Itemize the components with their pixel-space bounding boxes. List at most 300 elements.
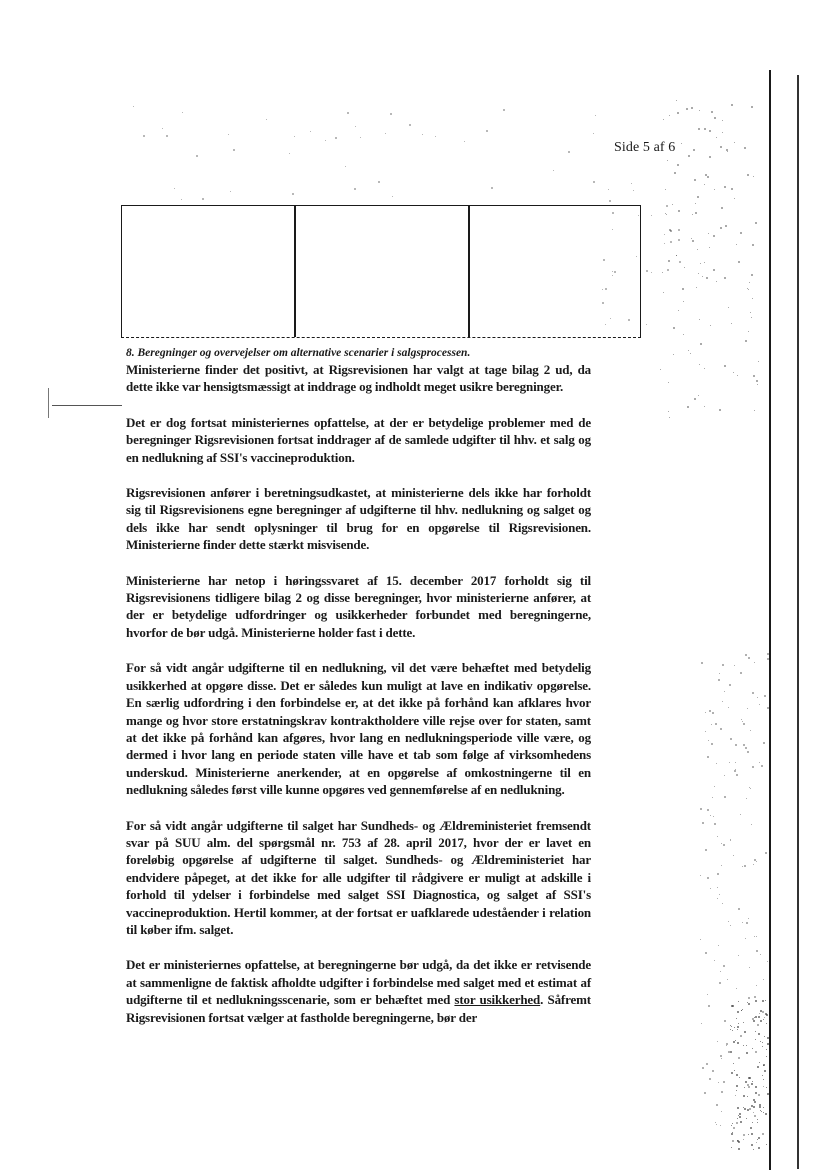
scan-speck xyxy=(737,375,738,376)
scan-speck xyxy=(196,155,198,157)
scan-speck xyxy=(755,1051,757,1053)
scan-speck xyxy=(745,938,746,939)
scan-speck xyxy=(694,179,696,181)
scan-speck xyxy=(716,1124,717,1125)
scan-speck xyxy=(757,384,758,385)
scan-speck xyxy=(724,186,726,188)
scan-speck xyxy=(757,1139,758,1140)
scan-speck xyxy=(721,843,722,844)
scan-speck xyxy=(721,207,723,209)
scan-speck xyxy=(753,864,754,865)
scan-speck xyxy=(725,225,727,227)
scan-speck xyxy=(691,238,692,239)
scan-speck xyxy=(740,814,741,815)
scan-speck xyxy=(717,836,718,837)
scan-speck xyxy=(721,1091,723,1093)
scan-speck xyxy=(744,865,746,867)
scan-speck xyxy=(762,1042,763,1043)
scan-speck xyxy=(603,259,605,261)
scan-speck xyxy=(228,134,229,135)
scan-speck xyxy=(392,196,393,197)
scan-speck xyxy=(763,1079,764,1080)
scan-speck xyxy=(731,1072,733,1074)
scan-speck xyxy=(737,1107,739,1109)
scan-speck xyxy=(738,1148,740,1150)
scan-speck xyxy=(742,721,743,722)
scan-speck xyxy=(325,140,326,141)
scan-speck xyxy=(704,406,705,407)
scan-speck xyxy=(631,183,632,184)
scan-speck xyxy=(668,382,669,383)
scan-speck xyxy=(764,1070,766,1072)
scan-speck xyxy=(694,398,696,400)
scan-speck xyxy=(758,1094,760,1096)
scan-speck xyxy=(593,133,594,134)
scan-speck xyxy=(724,277,726,279)
paragraph-text: Det er ministeriernes opfattelse, at beregningerne bør udgå, da det ikke er retvisende at sammenligne de faktisk afholdte udgifter i forbindelse med salget med et estimat af udgifterne til et nedlukningsscenarie, som er behæftet med xyxy=(126,957,591,1008)
scan-speck xyxy=(758,1033,760,1035)
scan-speck xyxy=(713,816,714,817)
paragraph: For så vidt angår udgifterne til en nedlukning, vil det være behæftet med betydelig usikkerhed at opgøre disse. Det er således kun muligt at lave en indikativ opgørelse. En særlig udfordring i den forbindelse er, at det ikke på forhånd kan afklares hvor mange og hvor store erstatningskrav kontraktholdere ville rejse over for staten, samt at det ikke på forhånd kan afgøres, hvor lang en nedlukningsperiode ville være, og dermed i hvor lang en periode staten ville have et tab som følge af virksomhedens underskud. Ministerierne anerkender, at en opgørelse af omkostningerne til en nedlukning således først ville kunne opgøres ved gennemførelse af en nedlukning. xyxy=(126,660,591,798)
scan-speck xyxy=(737,1042,739,1044)
scan-speck xyxy=(740,1121,742,1123)
scan-speck xyxy=(716,763,717,764)
scan-speck xyxy=(752,1048,753,1049)
paragraph-last xyxy=(126,956,591,1026)
scan-speck xyxy=(711,111,713,113)
scan-margin-mark xyxy=(48,388,49,418)
scan-speck xyxy=(707,176,709,178)
scan-speck xyxy=(692,240,694,242)
scan-speck xyxy=(335,137,337,139)
scan-margin-mark xyxy=(52,405,122,406)
scan-speck xyxy=(702,1067,704,1069)
scan-speck xyxy=(695,203,696,204)
scan-speck xyxy=(345,166,346,167)
scan-speck xyxy=(748,331,749,332)
scan-speck xyxy=(712,712,714,714)
scan-speck xyxy=(718,679,720,681)
scan-speck xyxy=(755,1016,757,1018)
scan-speck xyxy=(230,191,231,192)
scan-speck xyxy=(759,1013,760,1014)
scan-speck xyxy=(749,282,750,283)
scan-speck xyxy=(289,153,290,154)
scan-speck xyxy=(716,137,717,138)
scan-speck xyxy=(748,1134,749,1135)
scan-speck xyxy=(749,967,750,968)
paragraph: Ministerierne har netop i høringssvaret af 15. december 2017 forholdt sig til Rigsrevisionens tidligere bilag 2 og disse beregninger, hvor ministerierne anfører, at der er betydelige udfordringer og usikkerheder forbundet med beregningerne, hvorfor de bør udgå. Ministerierne holder fast i dette. xyxy=(126,572,591,640)
scan-speck xyxy=(708,233,709,234)
scan-speck xyxy=(747,1096,748,1097)
scan-speck xyxy=(651,215,652,216)
scan-speck xyxy=(763,979,764,980)
scan-speck xyxy=(678,210,680,212)
scan-speck xyxy=(720,146,722,148)
scan-speck xyxy=(767,653,769,655)
scan-speck xyxy=(736,774,738,776)
scan-speck xyxy=(751,1133,753,1135)
scan-speck xyxy=(747,708,748,709)
scan-speck xyxy=(709,130,711,132)
scan-speck xyxy=(767,1093,769,1095)
scan-speck xyxy=(704,128,706,130)
scan-speck xyxy=(674,172,676,174)
scan-speck xyxy=(754,996,756,998)
scan-speck xyxy=(700,875,701,876)
scan-speck xyxy=(735,762,736,763)
scan-speck xyxy=(722,701,723,702)
scan-speck xyxy=(748,289,749,290)
scan-speck xyxy=(721,1058,722,1059)
scan-speck xyxy=(708,1005,710,1007)
scan-speck xyxy=(734,1070,735,1071)
scan-speck xyxy=(722,120,723,121)
scan-speck xyxy=(705,849,707,851)
scan-speck xyxy=(738,1057,740,1059)
scan-speck xyxy=(733,855,734,856)
scan-speck xyxy=(757,1024,759,1026)
scan-speck xyxy=(718,1082,719,1083)
scan-speck xyxy=(733,1041,735,1043)
scan-speck xyxy=(752,298,753,299)
scan-speck xyxy=(638,215,639,216)
scan-speck xyxy=(733,1063,734,1064)
scan-speck xyxy=(669,115,670,116)
scan-speck xyxy=(766,1144,767,1145)
scan-speck xyxy=(746,1052,748,1054)
scan-speck xyxy=(660,369,661,370)
scan-speck xyxy=(693,149,695,151)
scan-speck xyxy=(743,1134,745,1136)
scan-speck xyxy=(720,971,721,972)
scan-speck xyxy=(699,364,700,365)
scan-speck xyxy=(755,1000,757,1002)
scan-speck xyxy=(753,1112,754,1113)
scan-speck xyxy=(718,945,719,946)
scan-speck xyxy=(759,1106,761,1108)
scan-speck xyxy=(754,936,755,937)
scan-speck xyxy=(717,898,718,899)
empty-table xyxy=(121,205,641,338)
scan-speck xyxy=(435,136,436,137)
scan-speck xyxy=(724,775,725,776)
scan-speck xyxy=(733,372,734,373)
scan-speck xyxy=(712,1070,714,1072)
scan-speck xyxy=(292,193,294,195)
scan-speck xyxy=(752,766,754,768)
scan-speck xyxy=(744,147,746,149)
scan-speck xyxy=(766,1049,767,1050)
scan-speck xyxy=(678,229,680,231)
scan-speck xyxy=(720,728,722,730)
scan-speck xyxy=(758,1016,760,1018)
scan-speck xyxy=(744,1031,746,1033)
scan-speck xyxy=(736,988,737,989)
scan-speck xyxy=(757,1122,758,1123)
scan-speck xyxy=(724,365,726,367)
scan-speck xyxy=(753,1149,754,1150)
scan-speck xyxy=(755,1086,757,1088)
scan-speck xyxy=(688,155,690,157)
scan-speck xyxy=(347,112,349,114)
scan-speck xyxy=(700,808,702,810)
scan-speck xyxy=(753,176,754,177)
scan-speck xyxy=(760,1041,761,1042)
scan-speck xyxy=(751,317,752,318)
scan-speck xyxy=(745,340,747,342)
scan-speck xyxy=(669,417,670,418)
scan-speck xyxy=(723,1081,725,1083)
scan-speck xyxy=(765,1113,767,1115)
scan-speck xyxy=(736,1018,737,1019)
scan-speck xyxy=(676,255,677,256)
scan-speck xyxy=(294,136,295,137)
scan-speck xyxy=(711,724,712,725)
scan-speck xyxy=(707,994,708,995)
scan-speck xyxy=(143,135,145,137)
scan-speck xyxy=(723,844,725,846)
scan-speck xyxy=(705,952,707,954)
scan-speck xyxy=(668,411,669,412)
scan-speck xyxy=(755,1092,757,1094)
underlined-text: stor usikkerhed xyxy=(454,992,541,1008)
scan-speck xyxy=(747,751,749,753)
scan-speck xyxy=(762,1075,763,1076)
scan-speck xyxy=(713,235,715,237)
scan-speck xyxy=(665,213,666,214)
scan-speck xyxy=(686,108,688,110)
scan-speck xyxy=(734,198,735,199)
scan-speck xyxy=(726,1045,727,1046)
scan-speck xyxy=(751,274,753,276)
scan-speck xyxy=(182,112,183,113)
scan-speck xyxy=(698,128,700,130)
scan-speck xyxy=(608,189,609,190)
scan-speck xyxy=(747,1109,749,1111)
scan-speck xyxy=(760,1020,762,1022)
scan-speck xyxy=(749,1077,751,1079)
scan-speck xyxy=(750,1127,752,1129)
scan-speck xyxy=(746,798,747,799)
scan-speck xyxy=(734,770,736,772)
scan-speck xyxy=(746,922,748,924)
scan-speck xyxy=(730,1029,731,1030)
scan-speck xyxy=(202,198,204,200)
scan-speck xyxy=(612,271,613,272)
scan-speck xyxy=(747,174,749,176)
scan-speck xyxy=(133,106,134,107)
scan-speck xyxy=(684,267,685,268)
scan-speck xyxy=(764,1036,765,1037)
scan-speck xyxy=(761,1111,762,1112)
scan-speck xyxy=(726,1043,728,1045)
scan-speck xyxy=(735,1040,736,1041)
scan-speck xyxy=(698,395,699,396)
scan-speck xyxy=(663,119,664,120)
scan-speck xyxy=(728,921,729,922)
scan-speck xyxy=(162,128,163,129)
scan-speck xyxy=(748,918,749,919)
scan-speck xyxy=(748,657,750,659)
scan-speck xyxy=(678,310,679,311)
scan-speck xyxy=(710,888,711,889)
scan-speck xyxy=(704,262,705,263)
scan-speck xyxy=(739,1113,741,1115)
scan-speck xyxy=(756,936,757,937)
scan-speck xyxy=(700,263,701,264)
document-body xyxy=(126,346,591,1026)
scan-speck xyxy=(266,119,267,120)
scan-speck xyxy=(763,1086,764,1087)
scan-speck xyxy=(737,1029,738,1030)
scan-speck xyxy=(759,1062,760,1063)
scan-speck xyxy=(710,325,711,326)
scan-speck xyxy=(766,1087,767,1088)
scan-speck xyxy=(739,1116,741,1118)
scan-speck xyxy=(747,1002,748,1003)
scan-speck xyxy=(746,1045,747,1046)
scan-speck xyxy=(719,409,721,411)
scan-speck xyxy=(758,361,759,362)
scan-speck xyxy=(758,1147,760,1149)
scan-speck xyxy=(762,1133,764,1135)
scan-speck xyxy=(736,1074,738,1076)
scan-speck xyxy=(717,873,719,875)
scan-speck xyxy=(756,950,758,952)
scan-speck xyxy=(757,1119,758,1120)
scan-speck xyxy=(748,1003,750,1005)
scan-speck xyxy=(764,695,766,697)
scan-speck xyxy=(743,744,745,746)
scan-speck xyxy=(762,1046,763,1047)
scan-speck xyxy=(677,164,679,166)
scan-speck xyxy=(745,747,747,749)
scan-speck xyxy=(740,672,742,674)
scan-speck xyxy=(310,131,311,132)
scan-speck xyxy=(753,1106,755,1108)
scan-speck xyxy=(724,691,725,692)
scan-speck xyxy=(704,184,705,185)
scan-speck xyxy=(609,200,611,202)
scan-speck xyxy=(748,1086,750,1088)
scan-speck xyxy=(737,1011,739,1013)
scan-speck xyxy=(754,662,755,663)
scan-speck xyxy=(720,1055,722,1057)
scan-speck xyxy=(670,230,672,232)
page-number: Side 5 af 6 xyxy=(614,140,676,155)
scan-speck xyxy=(707,809,709,811)
section-heading: 8. Beregninger og overvejelser om alternative scenarier i salgsprocessen. xyxy=(126,347,471,359)
scan-speck xyxy=(732,1123,733,1124)
scan-speck xyxy=(742,1009,743,1010)
scan-speck xyxy=(711,743,713,745)
scan-speck xyxy=(701,1023,702,1024)
scan-speck xyxy=(746,1118,747,1119)
scan-speck xyxy=(743,1022,744,1023)
scan-speck xyxy=(612,212,614,214)
scan-speck xyxy=(385,133,386,134)
scan-speck xyxy=(702,822,704,824)
scan-speck xyxy=(740,1035,742,1037)
scan-speck xyxy=(765,1013,767,1015)
scan-speck xyxy=(759,704,760,705)
scan-speck xyxy=(755,222,757,224)
scan-speck xyxy=(716,1104,718,1106)
scan-speck xyxy=(721,865,722,866)
scan-speck xyxy=(750,312,751,313)
scan-speck xyxy=(734,665,735,666)
scan-speck xyxy=(390,113,392,115)
scan-speck xyxy=(360,137,361,138)
scan-speck xyxy=(767,658,769,660)
scan-speck xyxy=(672,204,673,205)
scan-speck xyxy=(757,697,758,698)
scan-speck xyxy=(702,276,703,277)
scan-speck xyxy=(664,234,665,235)
scan-speck xyxy=(709,247,710,248)
scan-speck xyxy=(729,762,730,763)
scan-speck xyxy=(710,815,711,816)
scan-speck xyxy=(738,955,739,956)
scan-speck xyxy=(166,135,168,137)
scan-speck xyxy=(741,1010,742,1011)
scan-speck xyxy=(174,188,175,189)
scan-speck xyxy=(663,292,664,293)
scan-speck xyxy=(749,1108,751,1110)
scan-speck xyxy=(730,1051,732,1053)
scan-speck xyxy=(731,104,733,106)
scan-speck xyxy=(727,979,728,980)
scan-speck xyxy=(681,143,682,144)
scan-speck xyxy=(707,756,709,758)
scan-speck xyxy=(667,269,669,271)
scan-speck xyxy=(722,132,723,133)
table-column-divider xyxy=(294,206,296,337)
scan-speck xyxy=(683,301,684,302)
scan-speck xyxy=(737,1026,739,1028)
scan-speck xyxy=(233,149,235,151)
scan-speck xyxy=(755,1039,756,1040)
scan-speck xyxy=(695,212,697,214)
scan-speck xyxy=(745,654,747,656)
scan-speck xyxy=(665,189,666,190)
scan-speck xyxy=(729,684,731,686)
scan-speck xyxy=(752,1081,753,1082)
paragraph: Det er dog fortsat ministeriernes opfattelse, at der er betydelige problemer med de beregninger Rigsrevisionen fortsat inddrager af de samlede udgifter til hhv. et salg og en nedlukning af SSI's vaccineproduktion. xyxy=(126,414,591,465)
scan-speck xyxy=(724,1020,726,1022)
scan-speck xyxy=(646,324,647,325)
scan-speck xyxy=(730,840,731,841)
scan-speck xyxy=(712,797,713,798)
scan-speck xyxy=(751,824,752,825)
scan-speck xyxy=(732,1030,733,1031)
scan-speck xyxy=(751,106,753,108)
scan-speck xyxy=(678,239,680,241)
scan-speck xyxy=(759,762,760,763)
scan-speck xyxy=(755,1031,756,1032)
scan-speck xyxy=(707,877,709,879)
scan-speck xyxy=(765,1000,766,1001)
scan-speck xyxy=(714,189,715,190)
scan-speck xyxy=(486,130,488,132)
scan-speck xyxy=(719,673,720,674)
scan-speck xyxy=(734,1027,735,1028)
scan-speck xyxy=(741,719,742,720)
scan-speck xyxy=(676,100,677,101)
scan-speck xyxy=(750,730,751,731)
scan-speck xyxy=(688,350,689,351)
